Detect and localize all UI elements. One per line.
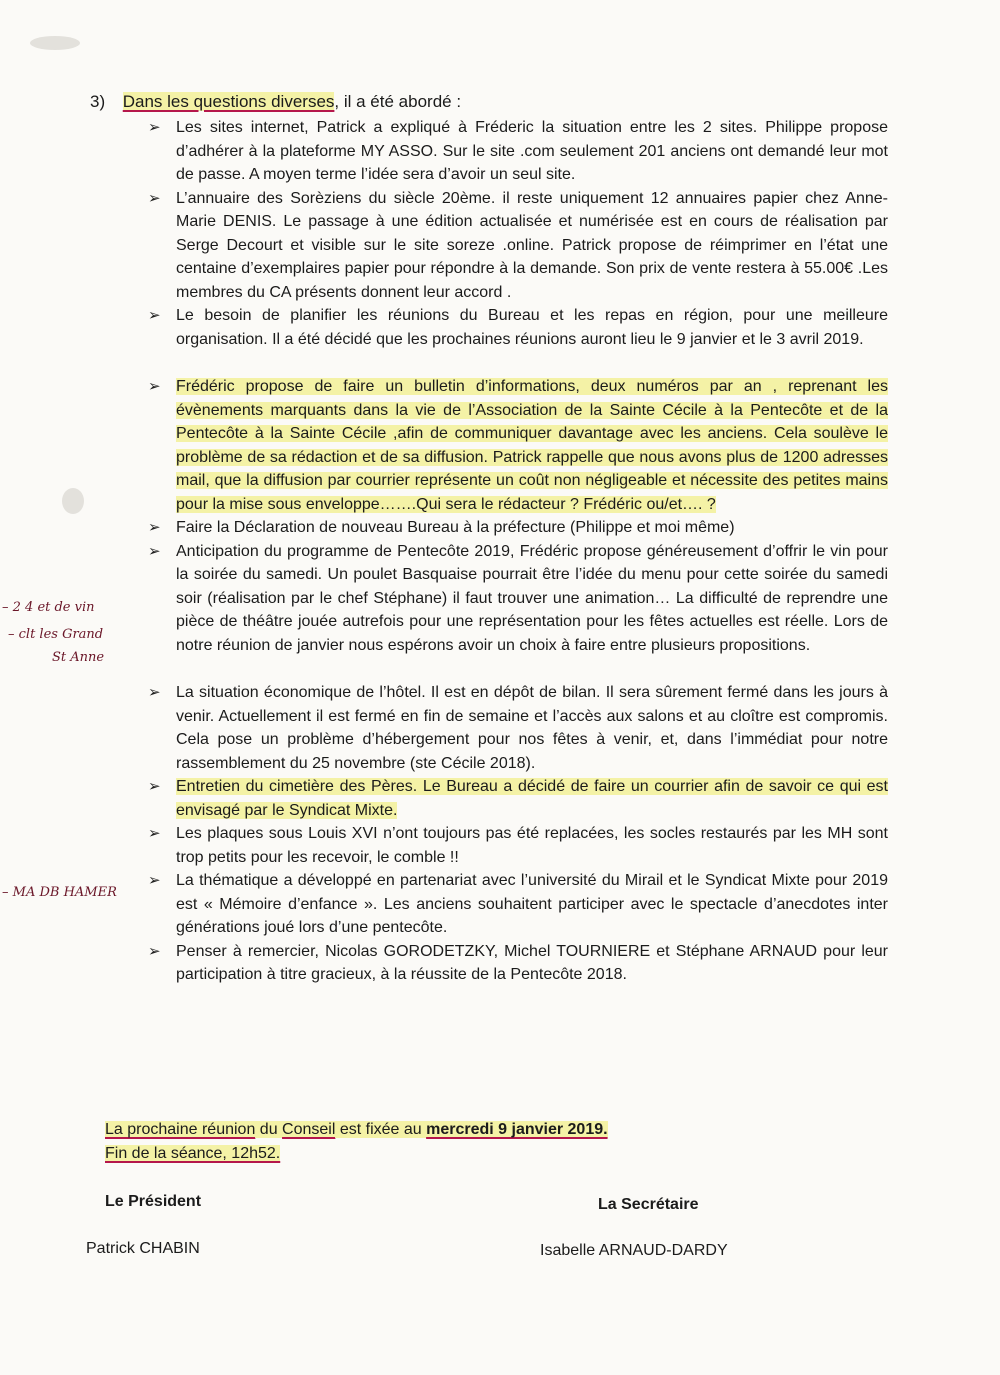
bullet-text: Les sites internet, Patrick a expliqué à Fréderic la situation entre les 2 sites. Philippe propose d’adhérer à la plateforme MY ASSO. Sur le site .com seulement 201 anciens ont demandé leur mot de passe. A moyen terme l’idée sera d’avoir un seul site. bbox=[176, 119, 888, 183]
paper-scuff bbox=[30, 36, 80, 50]
list-item bbox=[148, 304, 888, 351]
section-title-rest: , il a été abordé : bbox=[334, 92, 462, 111]
next-meeting-text: La prochaine réunion bbox=[105, 1121, 256, 1138]
bullet-list bbox=[148, 116, 888, 987]
president-name: Patrick CHABIN bbox=[86, 1240, 200, 1257]
bullet-text: Les plaques sous Louis XVI n’ont toujours pas été replacées, les socles restaurés par les MH sont trop petits pour les recevoir, le comble !! bbox=[176, 825, 888, 866]
list-item bbox=[148, 187, 888, 305]
list-item bbox=[148, 681, 888, 775]
list-item bbox=[148, 516, 888, 540]
bullet-text: Faire la Déclaration de nouveau Bureau à la préfecture (Philippe et moi même) bbox=[176, 519, 735, 536]
next-meeting-fixed: est fixée au bbox=[335, 1121, 427, 1138]
bullet-text: Le besoin de planifier les réunions du Bureau et les repas en région, pour une meilleure organisation. Il a été décidé que les prochaines réunions auront lieu le 9 janvier et le 3 avril 2019. bbox=[176, 307, 888, 348]
next-meeting-line bbox=[105, 1118, 805, 1142]
arrow-bullet-icon: ➢ bbox=[148, 825, 161, 842]
list-item bbox=[148, 940, 888, 987]
list-item bbox=[148, 822, 888, 869]
bullet-text: Anticipation du programme de Pentecôte 2019, Frédéric propose généreusement d’offrir le vin pour la soirée du samedi. Un poulet Basquaise pourrait être l’idée du menu pour cette soirée du samedi soir (réalisation par le chef Stéphane) il faut trouver une animation… La difficulté de reprendre une pièce de théâtre jouée autrefois pour une représentation pour les fêtes actuelles est réelle. Lors de notre réunion de janvier nous espérons avoir un choix à faire entre plusieurs propositions. bbox=[176, 542, 888, 654]
secretary-title: La Secrétaire bbox=[598, 1196, 699, 1213]
president-title: Le Président bbox=[105, 1193, 202, 1210]
handwritten-margin-note: – 2 4 et de vin bbox=[2, 600, 95, 615]
end-of-session-text: Fin de la séance, 12h52. bbox=[105, 1145, 281, 1162]
handwritten-margin-note: St Anne bbox=[52, 650, 105, 665]
arrow-bullet-icon: ➢ bbox=[148, 307, 161, 324]
list-item bbox=[148, 869, 888, 940]
list-item bbox=[148, 540, 888, 658]
arrow-bullet-icon: ➢ bbox=[148, 542, 161, 560]
next-meeting-date: mercredi 9 janvier 2019. bbox=[426, 1121, 608, 1138]
bullet-text: La thématique a développé en partenariat avec l’université du Mirail et le Syndicat Mixte pour 2019 est « Mémoire d’enfance ». Les anciens souhaitent participer avec le spectacle d’anecdotes inter générations joué lors d’une pentecôte. bbox=[176, 872, 888, 936]
bullet-text: Frédéric propose de faire un bulletin d’informations, deux numéros par an , reprenant les évènements marquants dans la vie de l’Association de la Sainte Cécile à la Pentecôte et de la Pentecôte à la Sainte Cécile ,afin de communiquer davantage avec les anciens. Cela soulève le problème de sa rédaction et de sa diffusion. Patrick rappelle que nous avons plus de 1200 adresses mail, que la diffusion par courrier représente un coût non négligeable et nécessite des petites mains pour la mise sous enveloppe…….Qui sera le rédacteur ? Frédéric ou/et…. ? bbox=[176, 378, 888, 513]
arrow-bullet-icon: ➢ bbox=[148, 519, 161, 536]
arrow-bullet-icon: ➢ bbox=[148, 119, 161, 136]
end-of-session bbox=[105, 1142, 805, 1166]
arrow-bullet-icon: ➢ bbox=[148, 684, 161, 701]
next-meeting-connector: du bbox=[255, 1121, 283, 1138]
section-title: Dans les questions diverses bbox=[122, 92, 335, 111]
handwritten-margin-note: – MA DB HAMER bbox=[2, 885, 117, 900]
arrow-bullet-icon: ➢ bbox=[148, 942, 161, 960]
list-item bbox=[148, 116, 888, 187]
secretary-name: Isabelle ARNAUD-DARDY bbox=[540, 1242, 728, 1259]
council-word: Conseil bbox=[282, 1121, 336, 1138]
list-item bbox=[148, 775, 888, 822]
section-number: 3) bbox=[90, 92, 106, 111]
paper-scuff bbox=[62, 488, 84, 514]
bullet-text: Penser à remercier, Nicolas GORODETZKY, Michel TOURNIERE et Stéphane ARNAUD pour leur participation à titre gracieux, à la réussite de la Pentecôte 2018. bbox=[176, 942, 888, 983]
list-item bbox=[148, 375, 888, 516]
bullet-text: Entretien du cimetière des Pères. Le Bureau a décidé de faire un courrier afin de savoir ce qui est envisagé par le Syndicat Mixte. bbox=[176, 778, 888, 819]
arrow-bullet-icon: ➢ bbox=[148, 778, 161, 795]
arrow-bullet-icon: ➢ bbox=[148, 189, 161, 207]
bullet-text: La situation économique de l’hôtel. Il est en dépôt de bilan. Il sera sûrement fermé dans les jours à venir. Actuellement il est fermé en fin de semaine et l’accès aux salons et au cloître est compromis. Cela pose un problème d’hébergement pour nos fêtes à venir, et, dans l’immédiat pour notre rassemblement du 25 novembre (ste Cécile 2018). bbox=[176, 684, 888, 772]
closing-block bbox=[105, 1118, 805, 1166]
bullet-text: L’annuaire des Sorèziens du siècle 20ème. il reste uniquement 12 annuaires papier chez Anne- Marie DENIS. Le passage à une édition actualisée et numérisée est en cours de réalisation par Serge Decourt et visible sur le site soreze .online. Patrick propose de réimprimer en l’état une centaine d’exemplaires papier pour répondre à la demande. Son prix de vente restera à 55.00€ .Les membres du CA présents donnent leur accord . bbox=[176, 189, 888, 301]
arrow-bullet-icon: ➢ bbox=[148, 872, 161, 889]
handwritten-margin-note: – clt les Grand bbox=[8, 627, 104, 642]
arrow-bullet-icon: ➢ bbox=[148, 378, 161, 395]
section-header bbox=[90, 90, 910, 114]
